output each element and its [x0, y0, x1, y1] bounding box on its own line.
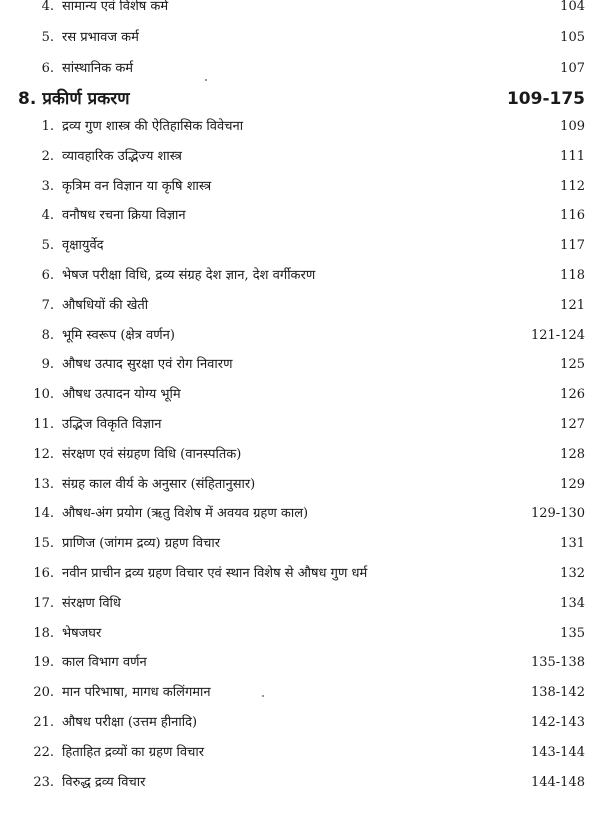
entry-title: औषध उत्पाद सुरक्षा एवं रोग निवारण — [62, 357, 233, 373]
entry-page: 104 — [560, 0, 585, 14]
entry-page: 125 — [560, 357, 585, 373]
toc-entry[interactable] — [0, 383, 600, 407]
entry-number: 5. — [41, 238, 54, 254]
entry-number: 11. — [33, 417, 54, 432]
toc-entry[interactable] — [0, 57, 600, 81]
entry-number: 5. — [41, 30, 54, 45]
entry-page: 118 — [560, 268, 585, 283]
entry-page: 129-130 — [530, 506, 585, 522]
entry-title: उद्भिज विकृति विज्ञान — [62, 417, 162, 432]
toc-entry[interactable] — [0, 264, 600, 288]
entry-title: नवीन प्राचीन द्रव्य ग्रहण विचार एवं स्थान विशेष से औषध गुण धर्म — [62, 566, 368, 581]
entry-number: 7. — [41, 297, 54, 313]
entry-number: 20. — [33, 685, 54, 701]
entry-title: संग्रह काल वीर्य के अनुसार (संहितानुसार) — [62, 476, 256, 492]
entry-number: 8. — [41, 327, 54, 343]
entry-number: 18. — [33, 625, 54, 641]
entry-title: औषध परीक्षा (उत्तम हीनादि) — [62, 715, 198, 730]
toc-entry[interactable] — [0, 502, 600, 526]
toc-entry[interactable] — [0, 175, 600, 199]
entry-number: 3. — [41, 178, 54, 194]
toc-entry[interactable] — [0, 443, 600, 467]
chapter-page-range: 109-175 — [506, 89, 585, 109]
entry-page: 129 — [560, 476, 585, 492]
entry-title: रस प्रभावज कर्म — [62, 30, 139, 45]
toc-entry[interactable] — [0, 353, 600, 377]
entry-number: 17. — [33, 595, 54, 611]
entry-page: 134 — [560, 595, 585, 611]
entry-page: 143-144 — [530, 744, 585, 760]
entry-title: कृत्रिम वन विज्ञान या कृषि शास्त्र — [62, 178, 212, 194]
entry-page: 138-142 — [530, 685, 585, 701]
entry-number: 13. — [33, 476, 54, 492]
toc-entry[interactable] — [0, 532, 600, 556]
entry-number: 2. — [41, 148, 54, 164]
entry-title: मान परिभाषा, मागध कलिंगमान — [62, 685, 211, 701]
toc-entry[interactable] — [0, 234, 600, 258]
toc-entry[interactable] — [0, 741, 600, 765]
entry-title: भूमि स्वरूप (क्षेत्र वर्णन) — [62, 327, 175, 343]
toc-entry[interactable] — [0, 204, 600, 228]
entry-number: 6. — [41, 268, 54, 283]
toc-entry[interactable] — [0, 771, 600, 795]
entry-page: 111 — [560, 148, 585, 164]
entry-number: 6. — [41, 61, 54, 76]
entry-page: 116 — [560, 208, 585, 224]
toc-entry[interactable] — [0, 115, 600, 139]
entry-number: 9. — [41, 357, 54, 373]
entry-number: 4. — [41, 0, 54, 14]
entry-number: 1. — [41, 119, 54, 134]
entry-title: हिताहित द्रव्यों का ग्रहण विचार — [62, 744, 205, 760]
entry-title: भेषजघर — [62, 625, 102, 641]
entry-title: द्रव्य गुण शास्त्र की ऐतिहासिक विवेचना — [62, 119, 244, 134]
toc-entry[interactable] — [0, 294, 600, 318]
entry-title: सामान्य एवं विशेष कर्म — [62, 0, 169, 14]
entry-title: विरुद्ध द्रव्य विचार — [62, 774, 146, 790]
entry-number: 12. — [33, 446, 54, 462]
chapter-title: 8. प्रकीर्ण प्रकरण — [18, 89, 130, 109]
entry-number: 21. — [33, 715, 54, 730]
entry-page: 126 — [560, 387, 585, 403]
entry-page: 144-148 — [530, 774, 585, 790]
toc-entry[interactable] — [0, 651, 600, 675]
entry-title: सांस्थानिक कर्म — [62, 61, 134, 76]
toc-entry[interactable] — [0, 0, 600, 19]
toc-entry[interactable] — [0, 473, 600, 497]
toc-entry[interactable] — [0, 711, 600, 735]
scan-speck — [205, 79, 207, 81]
entry-number: 14. — [33, 506, 54, 522]
entry-title: औषधियों की खेती — [62, 297, 149, 313]
entry-number: 16. — [33, 566, 54, 581]
entry-number: 23. — [33, 774, 54, 790]
entry-page: 117 — [560, 238, 585, 254]
entry-number: 19. — [33, 655, 54, 671]
entry-title: औषध-अंग प्रयोग (ऋतु विशेष में अवयव ग्रहण काल) — [62, 506, 309, 522]
chapter-heading — [0, 84, 600, 114]
entry-page: 132 — [560, 566, 585, 581]
entry-title: प्राणिज (जांगम द्रव्य) ग्रहण विचार — [62, 536, 221, 552]
entry-page: 112 — [560, 178, 585, 194]
toc-entry[interactable] — [0, 26, 600, 50]
entry-page: 105 — [560, 30, 585, 45]
entry-title: वनौषध रचना क्रिया विज्ञान — [62, 208, 186, 224]
entry-number: 10. — [33, 387, 54, 403]
entry-page: 121 — [560, 297, 585, 313]
entry-title: वृक्षायुर्वेद — [62, 238, 104, 254]
entry-page: 121-124 — [530, 327, 585, 343]
entry-page: 131 — [560, 536, 585, 552]
entry-title: औषध उत्पादन योग्य भूमि — [62, 387, 181, 403]
entry-number: 4. — [41, 208, 54, 224]
entry-page: 142-143 — [530, 715, 585, 730]
entry-page: 135-138 — [530, 655, 585, 671]
toc-entry[interactable] — [0, 681, 600, 705]
toc-entry[interactable] — [0, 562, 600, 586]
entry-title: संरक्षण एवं संग्रहण विधि (वानस्पतिक) — [62, 446, 242, 462]
entry-number: 15. — [33, 536, 54, 552]
entry-page: 135 — [560, 625, 585, 641]
toc-entry[interactable] — [0, 413, 600, 437]
toc-entry[interactable] — [0, 145, 600, 169]
toc-entry[interactable] — [0, 622, 600, 646]
entry-title: व्यावहारिक उद्भिज्य शास्त्र — [62, 148, 182, 164]
entry-title: काल विभाग वर्णन — [62, 655, 147, 671]
entry-title: भेषज परीक्षा विधि, द्रव्य संग्रह देश ज्ञान, देश वर्गीकरण — [62, 268, 316, 283]
entry-page: 128 — [560, 446, 585, 462]
entry-page: 107 — [560, 61, 585, 76]
entry-title: संरक्षण विधि — [62, 595, 121, 611]
entry-page: 127 — [560, 417, 585, 432]
entry-page: 109 — [560, 119, 585, 134]
toc-entry[interactable] — [0, 592, 600, 616]
entry-number: 22. — [33, 744, 54, 760]
toc-entry[interactable] — [0, 324, 600, 348]
scan-speck — [262, 695, 264, 697]
